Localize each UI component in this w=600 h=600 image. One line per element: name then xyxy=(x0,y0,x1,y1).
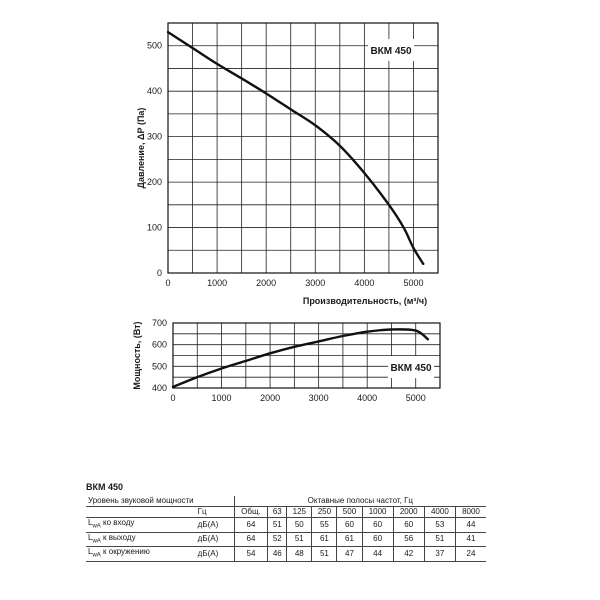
pressure-chart xyxy=(136,23,438,306)
table-cell: 41 xyxy=(455,532,486,547)
y-tick-label: 700 xyxy=(151,318,167,328)
row-label-subscript: wA xyxy=(92,523,101,530)
x-tick-label: 0 xyxy=(170,393,176,403)
sound-title: ВКМ 450 xyxy=(86,482,124,492)
table-cell: 64 xyxy=(234,518,268,533)
x-tick-label: 2000 xyxy=(260,393,281,403)
series-line xyxy=(168,32,423,264)
table-column-header: Общ. xyxy=(234,507,268,518)
row-label-text: ко входу xyxy=(100,518,135,527)
table-cell: 52 xyxy=(268,532,287,547)
table-cell: 64 xyxy=(234,532,268,547)
row-label xyxy=(86,547,196,562)
row-label-subscript: wA xyxy=(92,552,101,559)
series-label: ВКМ 450 xyxy=(370,46,412,57)
row-unit: дБ(А) xyxy=(196,532,235,547)
table-row xyxy=(86,547,486,562)
table-column-header: 4000 xyxy=(424,507,455,518)
row-unit: дБ(А) xyxy=(196,547,235,562)
table-column-header: 125 xyxy=(287,507,312,518)
table-cell: 54 xyxy=(234,547,268,562)
y-axis-title: Давление, ΔР (Па) xyxy=(136,107,146,189)
table-cell: 24 xyxy=(455,547,486,562)
table-cell: 46 xyxy=(268,547,287,562)
y-tick-label: 500 xyxy=(146,40,162,51)
table-cell: 61 xyxy=(312,532,337,547)
x-tick-label: 5000 xyxy=(405,393,426,403)
table-cell: 37 xyxy=(424,547,455,562)
table-cell: 53 xyxy=(424,518,455,533)
table-header-spacer xyxy=(196,496,235,507)
table-column-header: 500 xyxy=(337,507,362,518)
table-cell: 60 xyxy=(393,518,424,533)
x-tick-label: 5000 xyxy=(403,278,424,288)
row-label xyxy=(86,518,196,533)
table-cell: 60 xyxy=(337,518,362,533)
table-cell: 55 xyxy=(312,518,337,533)
x-tick-label: 3000 xyxy=(308,393,329,403)
x-tick-label: 1000 xyxy=(211,393,232,403)
table-cell: 60 xyxy=(362,532,393,547)
table-header-unit: Гц xyxy=(196,507,235,518)
x-tick-label: 1000 xyxy=(207,278,228,288)
row-unit: дБ(А) xyxy=(196,518,235,533)
y-tick-label: 200 xyxy=(146,177,162,188)
table-column-header: 1000 xyxy=(362,507,393,518)
table-header-row xyxy=(86,507,486,518)
y-tick-label: 300 xyxy=(146,131,162,142)
x-tick-label: 4000 xyxy=(357,393,378,403)
row-label-symbol: L xyxy=(88,518,93,527)
table-row xyxy=(86,518,486,533)
row-label-text: к окружению xyxy=(100,547,150,557)
y-tick-label: 0 xyxy=(156,268,162,278)
table-cell: 42 xyxy=(393,547,424,562)
y-tick-label: 600 xyxy=(151,339,167,350)
row-label-text: к выходу xyxy=(100,532,136,542)
table-row xyxy=(86,532,486,547)
table-cell: 51 xyxy=(312,547,337,562)
y-tick-label: 400 xyxy=(146,86,162,97)
table-header-label: Уровень звуковой мощности xyxy=(88,496,194,505)
row-label-subscript: wA xyxy=(92,538,101,545)
x-tick-label: 0 xyxy=(165,278,171,288)
table-cell: 51 xyxy=(287,532,312,547)
table-cell: 44 xyxy=(455,518,486,533)
table-cell: 56 xyxy=(393,532,424,547)
x-tick-label: 2000 xyxy=(256,278,277,288)
table-column-header: 2000 xyxy=(393,507,424,518)
sound-power-table xyxy=(86,496,486,562)
table-cell: 51 xyxy=(424,532,455,547)
table-cell: 44 xyxy=(362,547,393,562)
series-label: ВКМ 450 xyxy=(390,363,432,374)
y-tick-label: 500 xyxy=(151,361,167,372)
row-label-symbol: L xyxy=(88,532,93,542)
table-cell: 50 xyxy=(287,518,312,533)
table-cell: 48 xyxy=(287,547,312,562)
table-column-header: 63 xyxy=(268,507,287,518)
row-label-symbol: L xyxy=(88,547,93,557)
table-cell: 47 xyxy=(337,547,362,562)
table-header-spacer xyxy=(86,507,196,518)
table-cell: 61 xyxy=(337,532,362,547)
table-header-row xyxy=(86,496,486,507)
row-label xyxy=(86,532,196,547)
x-tick-label: 3000 xyxy=(305,278,326,288)
y-axis-title: Мощность, (Вт) xyxy=(132,321,142,390)
table-cell: 51 xyxy=(268,518,287,533)
x-axis-title: Производительность, (м³/ч) xyxy=(302,296,428,306)
x-tick-label: 4000 xyxy=(354,278,375,288)
table-column-header: 250 xyxy=(312,507,337,518)
table-cell: 60 xyxy=(362,518,393,533)
power-chart xyxy=(132,318,440,403)
table-header-bands: Октавные полосы частот, Гц xyxy=(234,496,486,507)
grid xyxy=(173,323,440,388)
sound-power-block xyxy=(86,482,486,562)
y-tick-label: 100 xyxy=(146,222,162,233)
table-column-header: 8000 xyxy=(455,507,486,518)
y-tick-label: 400 xyxy=(151,383,167,393)
